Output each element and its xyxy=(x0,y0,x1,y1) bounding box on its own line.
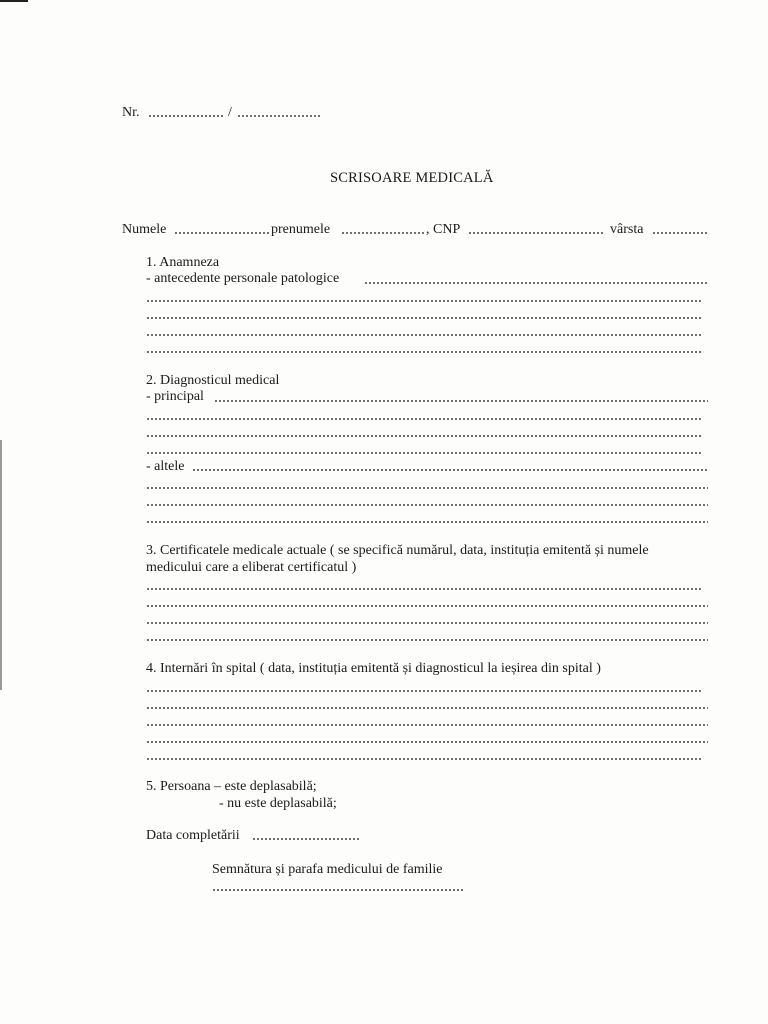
section-2-other: - altele xyxy=(146,459,185,474)
completion-date-label: Data completării xyxy=(146,828,240,843)
name-field[interactable] xyxy=(174,232,270,234)
signature-field[interactable] xyxy=(212,889,464,891)
age-label: vârsta xyxy=(610,222,644,237)
section-2-heading: 2. Diagnosticul medical xyxy=(146,373,280,388)
scan-corner-mark xyxy=(0,0,28,2)
section-2-principal: - principal xyxy=(146,389,204,404)
firstname-label: prenumele xyxy=(271,222,331,237)
section-1-heading: 1. Anamneza xyxy=(146,255,220,270)
answer-line[interactable] xyxy=(146,622,708,624)
answer-line[interactable] xyxy=(146,690,702,692)
answer-line[interactable] xyxy=(146,334,702,336)
answer-line[interactable] xyxy=(146,487,708,489)
cnp-label: CNP xyxy=(433,222,461,237)
section-4-heading: 4. Internări în spital ( data, instituția emitentă și diagnosticul la ieșirea din spital ) xyxy=(146,661,601,676)
scan-edge-shadow xyxy=(0,440,2,690)
answer-line[interactable] xyxy=(146,588,702,590)
answer-line[interactable] xyxy=(146,452,702,454)
section-1-sub: - antecedente personale patologice xyxy=(146,271,340,286)
nr-separator: / xyxy=(228,105,232,120)
answer-line[interactable] xyxy=(214,400,708,402)
answer-line[interactable] xyxy=(146,418,702,420)
section-3-heading: 3. Certificatele medicale actuale ( se specifică numărul, data, instituția emitentă și numele xyxy=(146,543,649,558)
completion-date-field[interactable] xyxy=(252,838,360,840)
cnp-field[interactable] xyxy=(468,232,604,234)
answer-line[interactable] xyxy=(146,317,702,319)
answer-line[interactable] xyxy=(146,741,708,743)
answer-line[interactable] xyxy=(146,639,708,641)
section-3-heading-cont: medicului care a eliberat certificatul ) xyxy=(146,560,357,575)
page-title: SCRISOARE MEDICALĂ xyxy=(330,170,494,186)
firstname-field[interactable] xyxy=(341,232,425,234)
section-5-option-immobile: - nu este deplasabilă; xyxy=(219,796,337,811)
answer-line[interactable] xyxy=(364,282,708,284)
answer-line[interactable] xyxy=(146,300,702,302)
answer-line[interactable] xyxy=(146,724,708,726)
answer-line[interactable] xyxy=(146,707,708,709)
answer-line[interactable] xyxy=(192,469,708,471)
section-5-option-mobile: 5. Persoana – este deplasabilă; xyxy=(146,779,317,794)
age-field[interactable] xyxy=(652,232,708,234)
answer-line[interactable] xyxy=(146,605,708,607)
nr-number-field[interactable] xyxy=(148,115,224,117)
answer-line[interactable] xyxy=(146,758,702,760)
name-label: Numele xyxy=(122,222,167,237)
answer-line[interactable] xyxy=(146,521,708,523)
signature-label: Semnătura și parafa medicului de familie xyxy=(212,862,443,877)
nr-date-field[interactable] xyxy=(237,115,321,117)
answer-line[interactable] xyxy=(146,435,702,437)
nr-label: Nr. xyxy=(122,105,140,120)
answer-line[interactable] xyxy=(146,504,708,506)
answer-line[interactable] xyxy=(146,351,702,353)
